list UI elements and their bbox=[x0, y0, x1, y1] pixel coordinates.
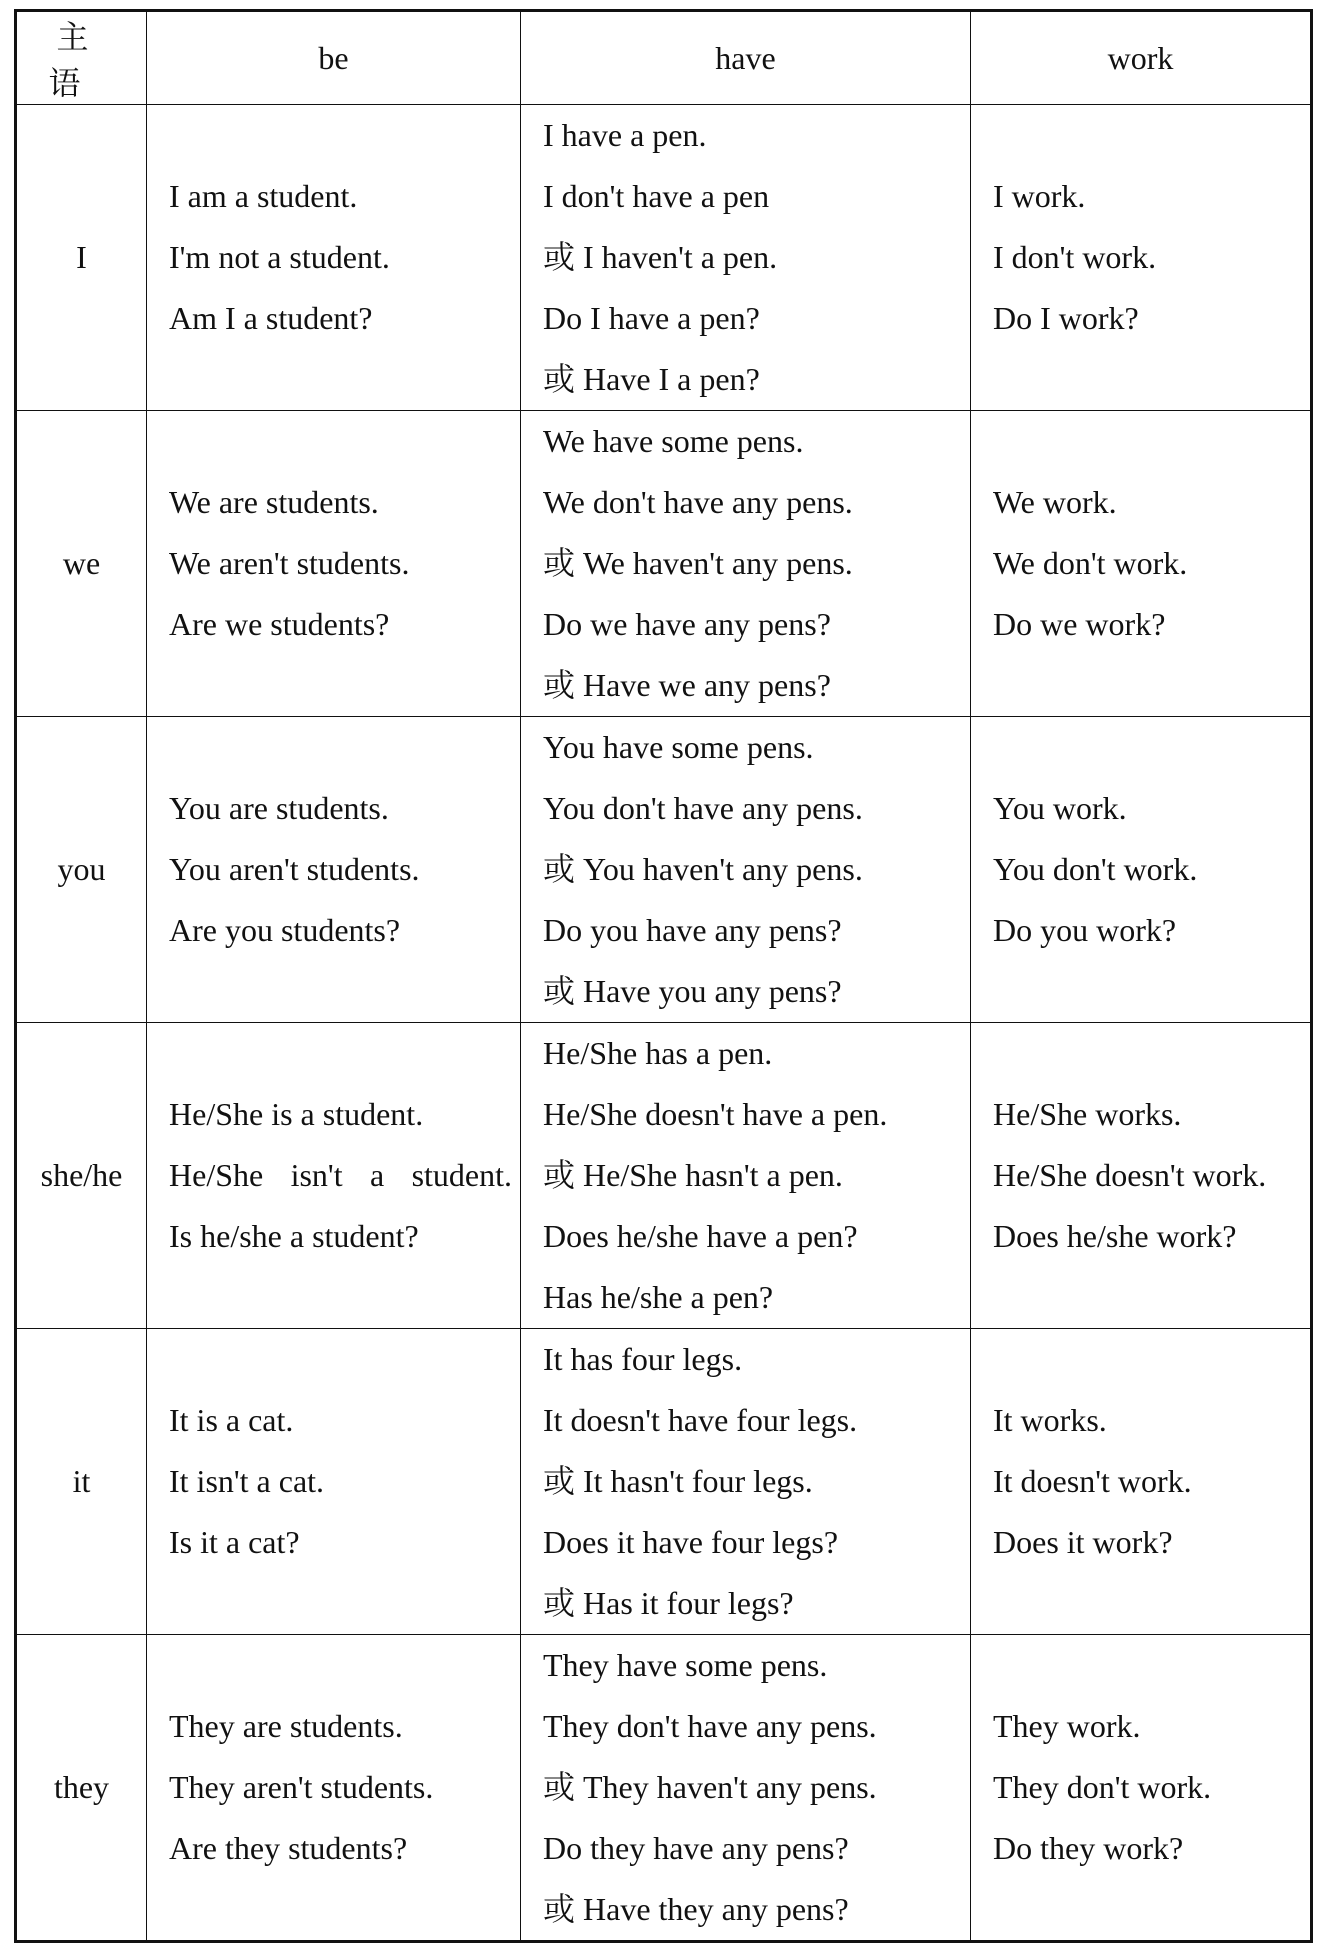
have-cell bbox=[521, 1023, 971, 1329]
header-work: work bbox=[971, 11, 1312, 105]
have-line: I don't have a pen bbox=[543, 178, 770, 214]
have-line: Does it have four legs? bbox=[543, 1524, 839, 1560]
have-line: Do you have any pens? bbox=[543, 912, 842, 948]
work-cell bbox=[971, 717, 1312, 1023]
have-line: I have a pen. bbox=[543, 117, 707, 153]
have-line: 或 He/She hasn't a pen. bbox=[543, 1157, 843, 1193]
be-line: Is it a cat? bbox=[169, 1524, 300, 1560]
have-line: 或 It hasn't four legs. bbox=[543, 1463, 813, 1499]
have-line: 或 I haven't a pen. bbox=[543, 239, 778, 275]
have-line: 或 You haven't any pens. bbox=[543, 851, 863, 887]
work-cell bbox=[971, 105, 1312, 411]
header-have: have bbox=[521, 11, 971, 105]
have-line: You have some pens. bbox=[543, 729, 814, 765]
work-line: Does he/she work? bbox=[993, 1218, 1237, 1254]
have-cell bbox=[521, 105, 971, 411]
work-line: It works. bbox=[993, 1402, 1107, 1438]
be-line: He/She isn't a student. bbox=[169, 1157, 512, 1193]
header-subject: 主语 bbox=[16, 11, 147, 105]
work-line: It doesn't work. bbox=[993, 1463, 1192, 1499]
work-line: Do they work? bbox=[993, 1830, 1184, 1866]
have-line: Does he/she have a pen? bbox=[543, 1218, 858, 1254]
be-cell bbox=[147, 105, 521, 411]
work-line: They don't work. bbox=[993, 1769, 1212, 1805]
be-cell bbox=[147, 717, 521, 1023]
work-line: They work. bbox=[993, 1708, 1141, 1744]
be-line: I am a student. bbox=[169, 178, 358, 214]
table-row bbox=[16, 717, 1312, 1023]
have-line: It doesn't have four legs. bbox=[543, 1402, 858, 1438]
be-line: Are we students? bbox=[169, 606, 390, 642]
have-line: 或 Have I a pen? bbox=[543, 361, 760, 397]
work-cell bbox=[971, 1635, 1312, 1942]
be-cell bbox=[147, 411, 521, 717]
subject-cell: you bbox=[16, 717, 147, 1023]
table-row bbox=[16, 1635, 1312, 1942]
have-cell bbox=[521, 717, 971, 1023]
header-row bbox=[16, 11, 1312, 105]
be-line: It isn't a cat. bbox=[169, 1463, 325, 1499]
be-line: I'm not a student. bbox=[169, 239, 390, 275]
table-row bbox=[16, 1329, 1312, 1635]
header-be: be bbox=[147, 11, 521, 105]
work-line: We work. bbox=[993, 484, 1117, 520]
work-line: Does it work? bbox=[993, 1524, 1173, 1560]
have-line: 或 They haven't any pens. bbox=[543, 1769, 877, 1805]
work-line: You don't work. bbox=[993, 851, 1198, 887]
subject-cell: I bbox=[16, 105, 147, 411]
work-line: I work. bbox=[993, 178, 1086, 214]
be-line: It is a cat. bbox=[169, 1402, 294, 1438]
be-line: Am I a student? bbox=[169, 300, 373, 336]
be-line: You aren't students. bbox=[169, 851, 420, 887]
be-cell bbox=[147, 1329, 521, 1635]
work-line: You work. bbox=[993, 790, 1127, 826]
have-line: 或 Have you any pens? bbox=[543, 973, 842, 1009]
subject-cell: she/he bbox=[16, 1023, 147, 1329]
work-line: We don't work. bbox=[993, 545, 1188, 581]
be-line: They aren't students. bbox=[169, 1769, 434, 1805]
subject-cell: we bbox=[16, 411, 147, 717]
be-line: They are students. bbox=[169, 1708, 403, 1744]
be-line: We aren't students. bbox=[169, 545, 410, 581]
be-cell bbox=[147, 1023, 521, 1329]
have-line: They don't have any pens. bbox=[543, 1708, 877, 1744]
subject-cell: it bbox=[16, 1329, 147, 1635]
have-cell bbox=[521, 411, 971, 717]
be-line: Is he/she a student? bbox=[169, 1218, 419, 1254]
work-cell bbox=[971, 1329, 1312, 1635]
have-line: Do I have a pen? bbox=[543, 300, 760, 336]
work-line: Do we work? bbox=[993, 606, 1166, 642]
have-line: Do we have any pens? bbox=[543, 606, 831, 642]
work-line: I don't work. bbox=[993, 239, 1157, 275]
work-line: Do you work? bbox=[993, 912, 1177, 948]
be-line: He/She is a student. bbox=[169, 1096, 424, 1132]
have-line: 或 Have we any pens? bbox=[543, 667, 831, 703]
table-row bbox=[16, 105, 1312, 411]
conjugation-table bbox=[14, 9, 1313, 1943]
be-line: You are students. bbox=[169, 790, 389, 826]
work-cell bbox=[971, 411, 1312, 717]
have-line: He/She doesn't have a pen. bbox=[543, 1096, 888, 1132]
have-cell bbox=[521, 1635, 971, 1942]
work-line: Do I work? bbox=[993, 300, 1139, 336]
have-line: 或 Have they any pens? bbox=[543, 1891, 849, 1927]
table-row bbox=[16, 1023, 1312, 1329]
have-line: 或 Has it four legs? bbox=[543, 1585, 794, 1621]
be-line: Are you students? bbox=[169, 912, 401, 948]
have-line: Do they have any pens? bbox=[543, 1830, 849, 1866]
have-line: They have some pens. bbox=[543, 1647, 828, 1683]
table-row bbox=[16, 411, 1312, 717]
be-cell bbox=[147, 1635, 521, 1942]
have-line: 或 We haven't any pens. bbox=[543, 545, 853, 581]
have-cell bbox=[521, 1329, 971, 1635]
have-line: He/She has a pen. bbox=[543, 1035, 773, 1071]
work-line: He/She doesn't work. bbox=[993, 1157, 1267, 1193]
work-line: He/She works. bbox=[993, 1096, 1182, 1132]
be-line: We are students. bbox=[169, 484, 379, 520]
have-line: You don't have any pens. bbox=[543, 790, 863, 826]
work-cell bbox=[971, 1023, 1312, 1329]
have-line: Has he/she a pen? bbox=[543, 1279, 774, 1315]
have-line: It has four legs. bbox=[543, 1341, 743, 1377]
have-line: We have some pens. bbox=[543, 423, 804, 459]
have-line: We don't have any pens. bbox=[543, 484, 853, 520]
subject-cell: they bbox=[16, 1635, 147, 1942]
be-line: Are they students? bbox=[169, 1830, 408, 1866]
